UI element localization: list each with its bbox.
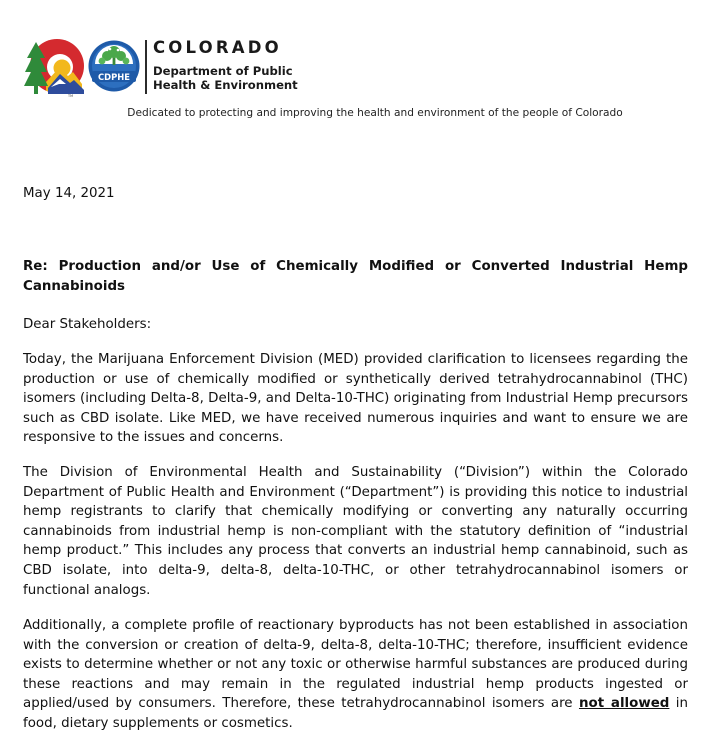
paragraph-3-text-after: in food, dietary supplements or cosmetics. <box>23 696 689 731</box>
paragraph-3-emphasis: not allowed <box>578 696 670 712</box>
paragraph-3-text-before: Additionally, a complete profile of reactionary byproducts has not been established in association with the conversion or creation of delta-9, delta-8, delta-10-THC; therefore, insufficient evidence exists to determine whether or not any toxic or otherwise harmful substances are produced during these reactions and may remain in the regulated industrial hemp products ingested or applied/used by consumers. Therefore, these tetrahydrocannabinol isomers are <box>23 618 688 712</box>
cdphe-badge-text: CDPHE <box>98 72 130 82</box>
paragraph-2: The Division of Environmental Health and Sustainability (“Division”) within the Colorado Department of Public Health and Environment (“Department”) is providing this notice to industrial hemp registrants to clarify that chemically modifying or converting any naturally occurring cannabinoids from industrial hemp is non-compliant with the statutory definition of “industrial hemp product.” This includes any process that converts an industrial hemp cannabinoid, such as CBD isolate, into delta-9, delta-8, delta-10-THC, or other tetrahydrocannabinol isomers or functional analogs. <box>23 465 688 598</box>
paragraph-3 <box>23 616 688 734</box>
trademark-mark: TM <box>68 94 73 98</box>
colorado-c-logo <box>24 38 86 98</box>
department-name <box>153 64 298 92</box>
paragraph-1: Today, the Marijuana Enforcement Division (MED) provided clarification to licensees regarding the production or use of chemically modified or synthetically derived tetrahydrocannabinol (THC) isomers (including Delta-8, Delta-9, and Delta-10-THC) originating from Industrial Hemp precursors such as CBD isolate. Like MED, we have received numerous inquiries and want to ensure we are responsive to the issues and concerns. <box>23 352 688 446</box>
state-name: COLORADO <box>153 38 282 57</box>
letter-salutation: Dear Stakeholders: <box>23 317 152 332</box>
letter-subject: Re: Production and/or Use of Chemically Modified or Converted Industrial Hemp Cannabinoids <box>23 259 688 294</box>
letter-date: May 14, 2021 <box>23 186 115 201</box>
department-line-2: Health & Environment <box>153 78 298 92</box>
letterhead-divider <box>145 40 147 94</box>
cdphe-logo <box>88 40 140 92</box>
tagline: Dedicated to protecting and improving the health and environment of the people of Colorado <box>127 107 623 119</box>
department-line-1: Department of Public <box>153 64 293 78</box>
letterhead <box>24 38 324 98</box>
